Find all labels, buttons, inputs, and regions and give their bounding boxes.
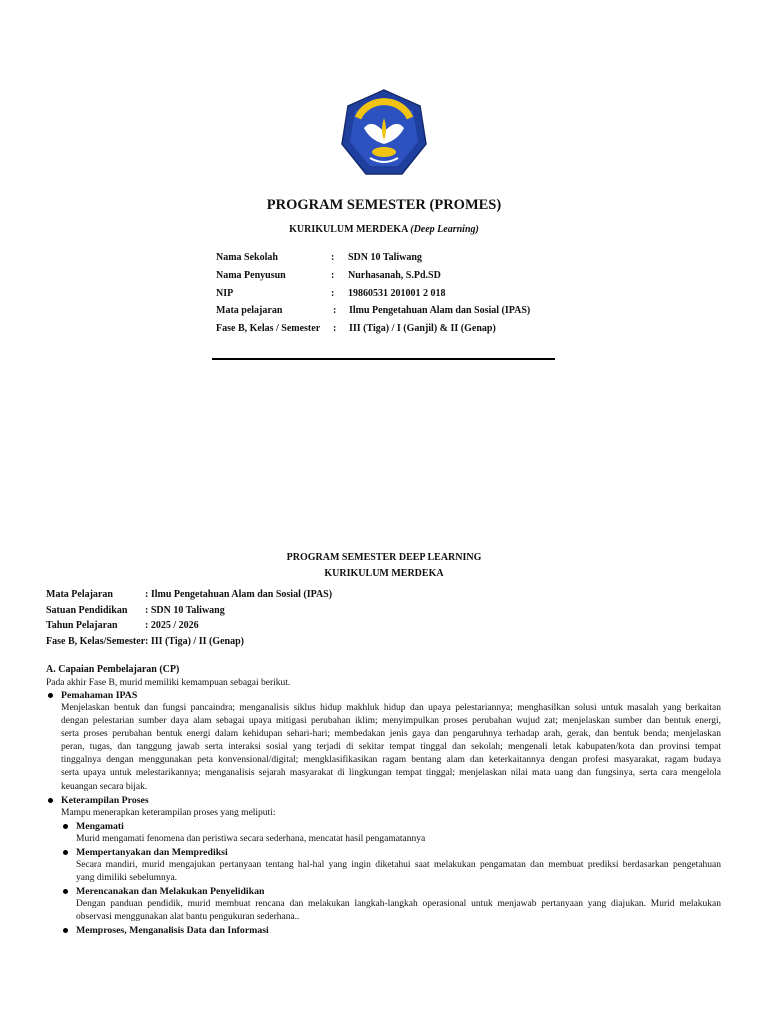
- paragraph-line: tinggalnya dengan menggunakan peta konvensional/digital; mengklasifikasikan ragam bentang alam dan keterkaitannya dengan profesi masyarakat, ragam budaya: [61, 755, 721, 766]
- meta-label: Satuan Pendidikan: [46, 605, 128, 616]
- cover-title: PROGRAM SEMESTER (PROMES): [266, 197, 502, 213]
- cp-intro: Pada akhir Fase B, murid memiliki kemampuan sebagai berikut.: [46, 678, 291, 688]
- merencanakan-text: [76, 898, 721, 924]
- paragraph-line: Menjelaskan bentuk dan fungsi pancaindra; menganalisis siklus hidup makhluk hidup dan upaya pelestariannya; menghasilkan solusi untuk masalah yang berkaitan: [61, 703, 721, 713]
- meta-label: Fase B, Kelas/Semester: [46, 636, 146, 647]
- section-subtitle: KURIKULUM MERDEKA: [324, 568, 444, 579]
- info-value: Ilmu Pengetahuan Alam dan Sosial (IPAS): [349, 305, 531, 316]
- info-value: Nurhasanah, S.Pd.SD: [348, 270, 441, 281]
- paragraph-line: Secara mandiri, murid mengajukan pertanyaan tentang hal-hal yang ingin diketahui saat melakukan pengamatan dan membuat prediksi berdasarkan pengetahuan: [76, 860, 721, 870]
- info-colon: :: [331, 270, 335, 281]
- merencanakan-label: Merencanakan dan Melakukan Penyelidikan: [76, 886, 265, 897]
- info-value: SDN 10 Taliwang: [348, 252, 422, 263]
- info-label: NIP: [216, 288, 234, 299]
- meta-value: : SDN 10 Taliwang: [145, 605, 225, 616]
- paragraph-line: yang dimiliki sebelumnya.: [76, 873, 178, 884]
- bullet-icon: [63, 850, 68, 855]
- mempertanyakan-text: [76, 859, 721, 885]
- meta-value: : Ilmu Pengetahuan Alam dan Sosial (IPAS): [145, 589, 333, 600]
- keterampilan-intro: Mampu menerapkan keterampilan proses yang meliputi:: [61, 808, 276, 818]
- tut-wuri-handayani-logo: [340, 88, 428, 180]
- pemahaman-paragraph: [61, 702, 721, 794]
- cp-heading: A. Capaian Pembelajaran (CP): [46, 664, 180, 675]
- section-title: PROGRAM SEMESTER DEEP LEARNING: [286, 552, 482, 563]
- mempertanyakan-label: Mempertanyakan dan Memprediksi: [76, 847, 228, 858]
- pemahaman-label: Pemahaman IPAS: [61, 690, 138, 701]
- info-value: 19860531 201001 2 018: [348, 288, 446, 299]
- meta-value: : III (Tiga) / II (Genap): [145, 636, 244, 647]
- paragraph-line: keuangan secara bijak.: [61, 781, 148, 792]
- subtitle-italic: (Deep Learning): [410, 224, 479, 235]
- meta-label: Mata Pelajaran: [46, 589, 113, 600]
- bullet-icon: [48, 798, 53, 803]
- info-colon: :: [333, 323, 337, 334]
- info-colon: :: [331, 288, 335, 299]
- memproses-label: Memproses, Menganalisis Data dan Informasi: [76, 925, 269, 936]
- divider-line: [212, 358, 555, 360]
- info-label: Nama Sekolah: [216, 252, 278, 263]
- bullet-icon: [63, 928, 68, 933]
- info-colon: :: [333, 305, 337, 316]
- info-label: Nama Penyusun: [216, 270, 286, 281]
- bullet-icon: [63, 824, 68, 829]
- bullet-icon: [48, 693, 53, 698]
- paragraph-line: dengan pelestarian sumber daya alam sebagai upaya mitigasi perubahan iklim; menyimpulkan proses perubahan wujud zat; menjelaskan sumber dan bentuk energi,: [61, 716, 721, 727]
- info-colon: :: [331, 252, 335, 263]
- subtitle-prefix: KURIKULUM MERDEKA: [289, 224, 408, 235]
- info-label: Fase B, Kelas / Semester: [216, 323, 321, 334]
- paragraph-line: Murid mengamati fenomena dan peristiwa secara sederhana, mencatat hasil pengamatannya: [76, 834, 426, 844]
- meta-value: : 2025 / 2026: [145, 620, 199, 631]
- meta-label: Tahun Pelajaran: [46, 620, 118, 631]
- paragraph-line: serta upaya untuk melestarikannya; menganalisis sejarah masyarakat di lingkungan tempat tinggal; menjelaskan nilai mata uang dan fungsinya, serta cara mengelola: [61, 768, 721, 779]
- paragraph-line: observasi menggunakan alat bantu pengukuran sederhana..: [76, 912, 300, 923]
- mengamati-text: [76, 833, 721, 846]
- keterampilan-label: Keterampilan Proses: [61, 795, 149, 806]
- info-value: III (Tiga) / I (Ganjil) & II (Genap): [349, 323, 496, 334]
- bullet-icon: [63, 889, 68, 894]
- info-label: Mata pelajaran: [216, 305, 283, 316]
- cover-subtitle: [0, 224, 768, 235]
- paragraph-line: Dengan panduan pendidik, murid membuat rencana dan melakukan langkah-langkah operasional untuk menjawab pertanyaan yang diajukan. Murid melakukan: [76, 899, 721, 909]
- mengamati-label: Mengamati: [76, 821, 124, 832]
- paragraph-line: peran, tugas, dan tanggung jawab serta interaksi sosial yang terjadi di sekitar tempat tinggal dan sekolah; mengenali letak kabupaten/kota dan provinsi tempat: [61, 742, 721, 753]
- paragraph-line: serta proses perubahan bentuk energi dalam kehidupan sehari-hari; membedakan jenis gaya dan pengaruhnya terhadap arah, gerak, dan bentuk benda; menjelaskan: [61, 729, 721, 740]
